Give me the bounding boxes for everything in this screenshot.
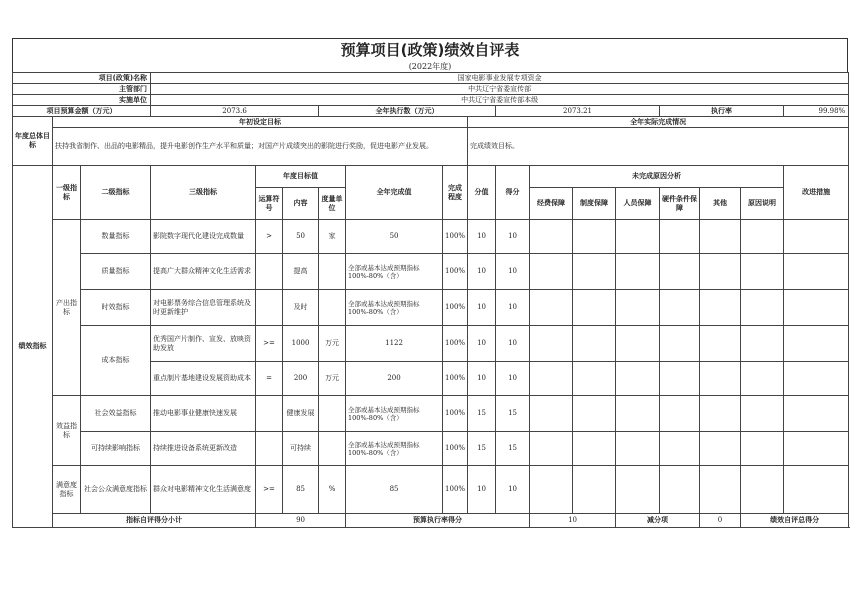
empty-cell <box>660 396 700 432</box>
score-header: 得分 <box>496 166 530 220</box>
score-value: 10 <box>496 290 530 326</box>
empty-cell <box>573 466 616 514</box>
initial-goal-text: 扶持我省制作、出品的电影精品，提升电影创作生产水平和质量；对国产片成绩突出的影院进行奖励，促进电影产业发展。 <box>53 128 468 166</box>
page-title: 预算项目(政策)绩效自评表 <box>12 38 848 61</box>
score-value: 10 <box>496 326 530 362</box>
empty-cell <box>616 290 660 326</box>
empty-cell <box>700 362 741 396</box>
degree-value: 100% <box>443 254 468 290</box>
project-name-value: 国家电影事业发展专项资金 <box>151 73 849 84</box>
goals-section-label: 年度总体目标 <box>13 117 53 166</box>
group-public: 社会公众满意度指标 <box>81 466 151 514</box>
project-name-label: 项目(政策)名称 <box>13 73 151 84</box>
reason-note-header: 原因说明 <box>741 188 784 220</box>
content-header: 内容 <box>283 188 319 220</box>
score-value: 10 <box>496 362 530 396</box>
empty-cell <box>741 290 784 326</box>
empty-cell <box>573 432 616 466</box>
annual-target-header: 年度目标值 <box>256 166 346 188</box>
subtotal-label: 指标自评得分小计 <box>53 514 256 528</box>
score-value: 15 <box>496 396 530 432</box>
budget-label: 项目预算金额（万元） <box>13 106 151 117</box>
empty-cell <box>784 326 849 362</box>
empty-cell <box>700 396 741 432</box>
page-subtitle: (2022年度) <box>12 61 848 72</box>
content-value: 提高 <box>283 254 319 290</box>
level3-text: 对电影票务综合信息管理系统及时更新维护 <box>151 290 256 326</box>
degree-value: 100% <box>443 220 468 254</box>
unit-value <box>319 396 346 432</box>
empty-cell <box>573 396 616 432</box>
group-timeliness: 时效指标 <box>81 290 151 326</box>
empty-cell <box>616 220 660 254</box>
unit-value: 万元 <box>319 326 346 362</box>
empty-cell <box>700 290 741 326</box>
empty-cell <box>784 290 849 326</box>
group-cost: 成本指标 <box>81 326 151 396</box>
points-value: 10 <box>468 362 496 396</box>
empty-cell <box>573 362 616 396</box>
unit-label: 实施单位 <box>13 95 151 106</box>
empty-cell <box>660 432 700 466</box>
level1-header: 一级指标 <box>53 166 81 220</box>
empty-cell <box>741 254 784 290</box>
rate-value: 99.98% <box>784 106 849 117</box>
empty-cell <box>784 466 849 514</box>
empty-cell <box>784 220 849 254</box>
unit-value: 家 <box>319 220 346 254</box>
empty-cell <box>616 432 660 466</box>
degree-value: 100% <box>443 432 468 466</box>
level3-text: 群众对电影精神文化生活满意度 <box>151 466 256 514</box>
operator-value: > <box>256 220 283 254</box>
unit-value: 万元 <box>319 362 346 396</box>
content-value: 及时 <box>283 290 319 326</box>
group-output: 产出指标 <box>53 220 81 396</box>
empty-cell <box>700 326 741 362</box>
perf-indicators-label: 绩效指标 <box>13 166 53 528</box>
evaluation-table <box>12 72 849 528</box>
points-value: 10 <box>468 254 496 290</box>
reason-header: 未完成原因分析 <box>530 166 784 188</box>
operator-value <box>256 432 283 466</box>
footer-row <box>13 514 849 528</box>
empty-cell <box>530 362 573 396</box>
empty-cell <box>616 466 660 514</box>
empty-cell <box>700 432 741 466</box>
empty-cell <box>660 290 700 326</box>
indicator-row <box>13 290 849 326</box>
group-quantity: 数量指标 <box>81 220 151 254</box>
unit-value <box>319 432 346 466</box>
empty-cell <box>741 432 784 466</box>
empty-cell <box>700 254 741 290</box>
empty-cell <box>573 254 616 290</box>
empty-cell <box>784 396 849 432</box>
actual-value: 50 <box>346 220 443 254</box>
rate-label: 执行率 <box>660 106 784 117</box>
level2-header: 二级指标 <box>81 166 151 220</box>
operator-header: 运算符号 <box>256 188 283 220</box>
unit-value <box>319 254 346 290</box>
operator-value: >= <box>256 466 283 514</box>
empty-cell <box>616 254 660 290</box>
points-value: 10 <box>468 466 496 514</box>
improve-header: 改进措施 <box>784 166 849 220</box>
indicator-row <box>13 254 849 290</box>
actual-value: 全部或基本达成预期指标100%-80%（含） <box>346 396 443 432</box>
indicator-row <box>13 466 849 514</box>
degree-header: 完成程度 <box>443 166 468 220</box>
indicator-row <box>13 326 849 362</box>
empty-cell <box>660 362 700 396</box>
actual-value: 全部或基本达成预期指标100%-80%（含） <box>346 290 443 326</box>
budget-value: 2073.6 <box>151 106 319 117</box>
indicator-row <box>13 220 849 254</box>
group-sustain: 可持续影响指标 <box>81 432 151 466</box>
reason-hardware-header: 硬件条件保障 <box>660 188 700 220</box>
score-value: 10 <box>496 254 530 290</box>
dept-value: 中共辽宁省委宣传部 <box>151 84 849 95</box>
degree-value: 100% <box>443 326 468 362</box>
indicator-header-row-1 <box>13 166 849 188</box>
actual-value: 1122 <box>346 326 443 362</box>
empty-cell <box>660 466 700 514</box>
empty-cell <box>530 466 573 514</box>
operator-value: >= <box>256 326 283 362</box>
points-value: 15 <box>468 396 496 432</box>
score-value: 15 <box>496 432 530 466</box>
level3-text: 优秀国产片制作、宣发、放映资助发放 <box>151 326 256 362</box>
level3-text: 重点制片基地建设发展资助成本 <box>151 362 256 396</box>
level3-text: 提高广大群众精神文化生活需求 <box>151 254 256 290</box>
level3-text: 影院数字现代化建设完成数量 <box>151 220 256 254</box>
unit-value <box>319 290 346 326</box>
empty-cell <box>573 326 616 362</box>
operator-value <box>256 290 283 326</box>
content-value: 可持续 <box>283 432 319 466</box>
empty-cell <box>530 254 573 290</box>
score-value: 10 <box>496 466 530 514</box>
dept-label: 主管部门 <box>13 84 151 95</box>
info-row-dept <box>13 84 849 95</box>
empty-cell <box>616 396 660 432</box>
degree-value: 100% <box>443 290 468 326</box>
empty-cell <box>784 362 849 396</box>
indicator-row <box>13 396 849 432</box>
group-quality: 质量指标 <box>81 254 151 290</box>
group-satisfaction: 满意度指标 <box>53 466 81 514</box>
deduct-value: 0 <box>700 514 741 528</box>
group-benefit: 效益指标 <box>53 396 81 466</box>
operator-value <box>256 396 283 432</box>
content-value: 85 <box>283 466 319 514</box>
points-value: 10 <box>468 220 496 254</box>
reason-staff-header: 人员保障 <box>616 188 660 220</box>
points-value: 10 <box>468 290 496 326</box>
level3-text: 持续推进设备系统更新改造 <box>151 432 256 466</box>
actual-value: 全部或基本达成预期指标100%-80%（含） <box>346 432 443 466</box>
empty-cell <box>741 326 784 362</box>
group-social: 社会效益指标 <box>81 396 151 432</box>
indicator-row <box>13 432 849 466</box>
executed-value: 2073.21 <box>496 106 660 117</box>
empty-cell <box>530 396 573 432</box>
level3-header: 三级指标 <box>151 166 256 220</box>
empty-cell <box>741 466 784 514</box>
exec-score-value: 10 <box>530 514 616 528</box>
actual-value: 200 <box>346 362 443 396</box>
empty-cell <box>784 432 849 466</box>
deduct-label: 减分项 <box>616 514 700 528</box>
points-value: 15 <box>468 432 496 466</box>
actual-goal-header: 全年实际完成情况 <box>468 117 849 128</box>
reason-system-header: 制度保障 <box>573 188 616 220</box>
empty-cell <box>660 220 700 254</box>
actual-value-header: 全年完成值 <box>346 166 443 220</box>
goals-content-row <box>13 128 849 166</box>
content-value: 1000 <box>283 326 319 362</box>
actual-value: 85 <box>346 466 443 514</box>
actual-goal-text: 完成绩效目标。 <box>468 128 849 166</box>
empty-cell <box>530 290 573 326</box>
empty-cell <box>530 432 573 466</box>
points-value: 10 <box>468 326 496 362</box>
empty-cell <box>660 254 700 290</box>
empty-cell <box>741 396 784 432</box>
degree-value: 100% <box>443 362 468 396</box>
operator-value <box>256 254 283 290</box>
level3-text: 推动电影事业健康快速发展 <box>151 396 256 432</box>
unit-value: % <box>319 466 346 514</box>
empty-cell <box>530 220 573 254</box>
goals-header-row <box>13 117 849 128</box>
initial-goal-header: 年初设定目标 <box>53 117 468 128</box>
info-row-project <box>13 73 849 84</box>
degree-value: 100% <box>443 396 468 432</box>
empty-cell <box>741 362 784 396</box>
empty-cell <box>573 290 616 326</box>
empty-cell <box>616 326 660 362</box>
content-value: 50 <box>283 220 319 254</box>
info-row-unit <box>13 95 849 106</box>
empty-cell <box>530 326 573 362</box>
reason-funding-header: 经费保障 <box>530 188 573 220</box>
operator-value: = <box>256 362 283 396</box>
empty-cell <box>784 254 849 290</box>
reason-other-header: 其他 <box>700 188 741 220</box>
subtotal-value: 90 <box>256 514 346 528</box>
actual-value: 全部或基本达成预期指标100%-80%（含） <box>346 254 443 290</box>
exec-score-label: 预算执行率得分 <box>346 514 530 528</box>
info-row-budget <box>13 106 849 117</box>
points-header: 分值 <box>468 166 496 220</box>
empty-cell <box>700 220 741 254</box>
unit-value: 中共辽宁省委宣传部本级 <box>151 95 849 106</box>
empty-cell <box>660 326 700 362</box>
empty-cell <box>573 220 616 254</box>
degree-value: 100% <box>443 466 468 514</box>
content-value: 健康发展 <box>283 396 319 432</box>
content-value: 200 <box>283 362 319 396</box>
empty-cell <box>741 220 784 254</box>
evaluation-sheet <box>12 38 848 528</box>
empty-cell <box>700 466 741 514</box>
score-value: 10 <box>496 220 530 254</box>
unit-header: 度量单位 <box>319 188 346 220</box>
executed-label: 全年执行数（万元） <box>319 106 496 117</box>
empty-cell <box>616 362 660 396</box>
total-score-label: 绩效自评总得分 <box>741 514 849 528</box>
